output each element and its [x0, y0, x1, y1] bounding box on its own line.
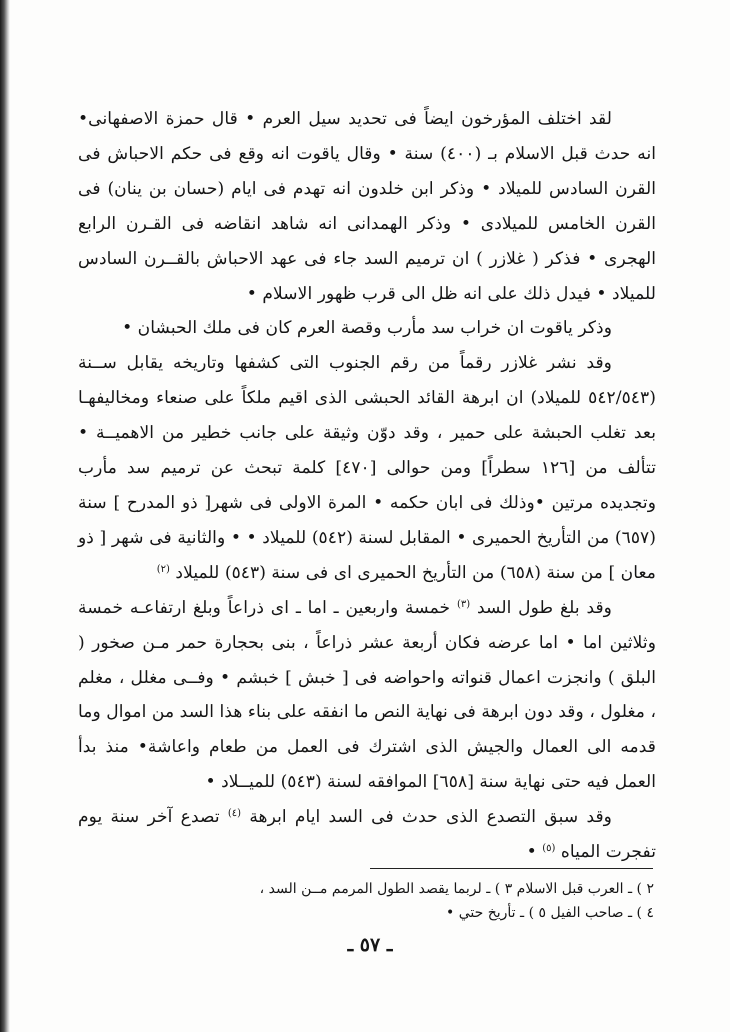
- paragraph-text: وقد بلغ طول السد: [476, 597, 612, 618]
- paragraph-text: وقد نشر غلازر رقماً من رقم الجنوب التى كشفها وتاريخه يقابل ســنة (٥٤٢/٥٤٣ للميلاد) ان ابرهة القائد الحبشى الذى اقيم ملكاً على صنعاء ومخاليفهـا بعد تغلب الحبشة على حمير ، وقد دوّن وثيقة على جانب خطير من الاهميــة • تتألف من [١٢٦ سطراً] ومن حوالى [٤٧٠] كلمة تبحث عن ترميم سد مأرب وتجديده مرتين •وذلك فى ابان حكمه • المرة الاولى فى شهر[ ذو المدرح ] سنة (٦٥٧) من التأريخ الحميرى • المقابل لسنة (٥٤٢) للميلاد • • والثانية فى شهر [ ذو معان ] من سنة (٦٥٨) من التأريخ الحميرى اى فى سنة (٥٤٣) للميلاد: [78, 353, 657, 583]
- paragraph-text: لقد اختلف المؤرخون ايضاً فى تحديد سيل العرم • قال حمزة الاصفهانى• انه حدث قبل الاسلام بـ (٤٠٠) سنة • وقال ياقوت انه وقع فى حكم الاحباش فى القرن السادس للميلاد • وذكر ابن خلدون انه تهدم فى ايام (حسان بن ينان) فى القرن الخامس للميلادى • وذكر الهمدانى انه شاهد انقاضه فى القـرن الرابع الهجرى • فذكر ( غلازر ) ان ترميم السد جاء فى عهد الاحباش بالقــرن السادس للميلاد • فيدل ذلك على انه ظل الى قرب ظهور الاسلام •: [78, 109, 656, 304]
- paragraph-dam-dating: [78, 102, 656, 311]
- paragraph-text: خمسة واربعين ـ اما ـ اى ذراعاً وبلغ ارتفاعـه خمسة وثلاثين اما • اما عرضه فكان أربعة عشر ذراعاً ، بنى بحجارة حمر مـن صخور ( البلق ) وانجزت اعمال قنواته واحواضه فى [ خبش ] خبشم • وفــى مغلل ، مغلم ، مغلول ، وقد دون ابرهة فى نهاية النص ما انفقه على بناء هذا السد من اموال وما قدمه الى العمال والجيش الذى اشترك فى العمل من طعام واعاشة• منذ بدأ العمل فيه حتى نهاية سنة [٦٥٨] الموافقه لسنة (٥٤٣) للميــلاد •: [78, 597, 656, 793]
- footnote-mark: (٤): [227, 808, 242, 820]
- footnote-mark: (٥): [542, 843, 556, 855]
- footnote-line: ٤ ) ـ صاحب الفيل ٥ ) ـ تأريخ حتي •: [446, 905, 654, 921]
- footnotes: [70, 877, 654, 925]
- paragraph-yaqut-note: [78, 311, 656, 346]
- paragraph-text: وقد سبق التصدع الذى حدث فى السد ايام ابرهة: [249, 807, 612, 828]
- footnote-separator: [370, 868, 653, 869]
- footnote-mark: (٢): [156, 563, 170, 575]
- page-body-text: [78, 102, 656, 870]
- page-number: ـ ٥٧ ـ: [347, 934, 393, 956]
- paragraph-dam-dimensions: [78, 591, 656, 800]
- paragraph-dam-crack: [78, 800, 656, 870]
- footnote-mark: (٣): [456, 598, 471, 610]
- paragraph-text: تصدع آخر سنة يوم تفجرت المياه: [78, 807, 656, 863]
- page-spine-shadow: [0, 0, 10, 1032]
- paragraph-text: •: [526, 842, 537, 863]
- paragraph-text: وذكر ياقوت ان خراب سد مأرب وقصة العرم كان فى ملك الحبشان •: [122, 318, 612, 339]
- paragraph-glaser-inscription: [78, 346, 656, 590]
- footnote-line: ٢ ) ـ العرب قبل الاسلام ٣ ) ـ لربما يقصد الطول المرمم مــن السد ،: [259, 881, 654, 897]
